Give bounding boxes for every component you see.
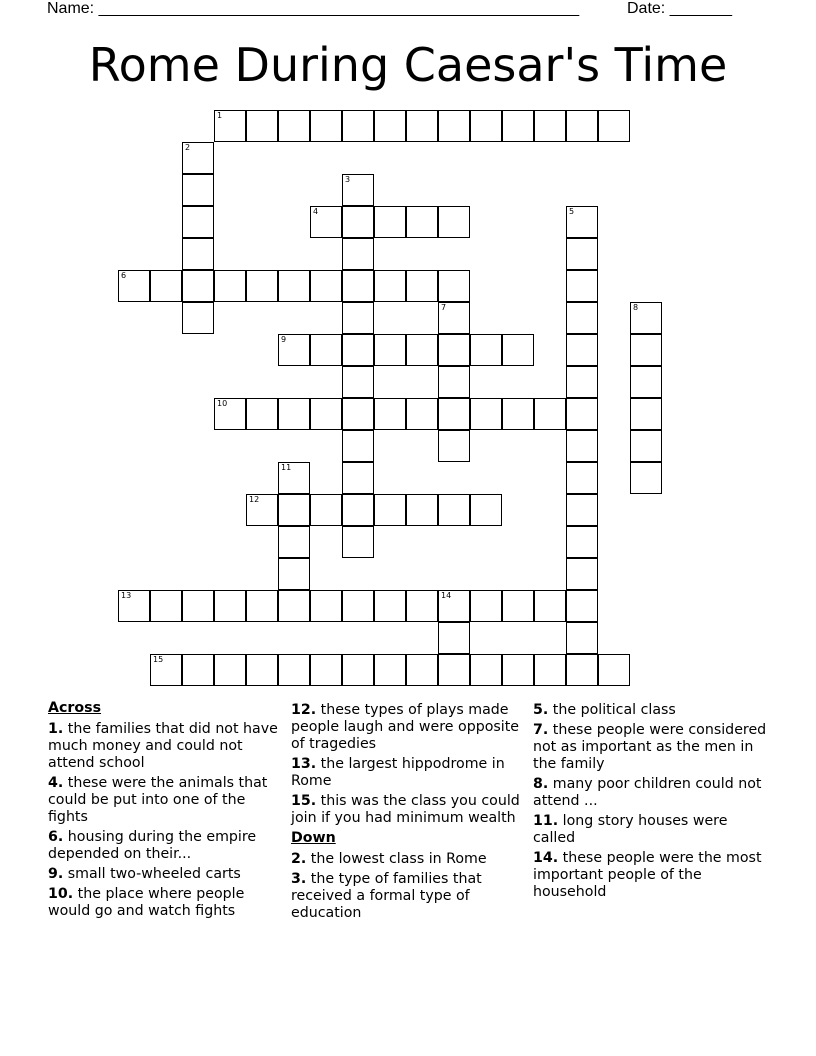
clue-item-text: these people were the most important people of the household — [533, 850, 762, 900]
crossword-cell[interactable] — [406, 110, 438, 142]
crossword-cell[interactable] — [182, 590, 214, 622]
clue-item-number: 2. — [291, 851, 307, 867]
clue-number: 11 — [281, 463, 292, 472]
clue-item — [48, 886, 282, 920]
crossword-cell[interactable] — [438, 206, 470, 238]
crossword-cell[interactable] — [374, 590, 406, 622]
crossword-cell[interactable] — [566, 110, 598, 142]
crossword-cell[interactable] — [342, 302, 374, 334]
crossword-cell[interactable] — [566, 558, 598, 590]
clue-item-text: these types of plays made people laugh and were opposite of tragedies — [291, 702, 520, 752]
clue-item — [291, 756, 525, 790]
clue-item — [48, 829, 282, 863]
crossword-cell[interactable] — [310, 654, 342, 686]
date-field-label: Date: _______ — [627, 0, 732, 17]
clue-item-text: the type of families that received a formal type of education — [291, 871, 482, 921]
crossword-cell[interactable] — [310, 270, 342, 302]
crossword-cell[interactable] — [630, 398, 662, 430]
clue-item-text: the place where people would go and watch fights — [48, 886, 245, 919]
crossword-cell[interactable] — [438, 302, 470, 334]
crossword-cell[interactable] — [150, 590, 182, 622]
crossword-cell[interactable] — [534, 110, 566, 142]
clue-item-text: these were the animals that could be put into one of the fights — [48, 775, 268, 825]
clue-item — [533, 722, 767, 773]
crossword-cell[interactable] — [438, 622, 470, 654]
clue-item-text: this was the class you could join if you had minimum wealth — [291, 793, 520, 826]
clue-item-text: the families that did not have much money and could not attend school — [48, 721, 278, 771]
clue-number: 6 — [121, 271, 127, 280]
crossword-cell[interactable] — [502, 398, 534, 430]
crossword-cell[interactable] — [438, 430, 470, 462]
clue-number: 1 — [217, 111, 223, 120]
crossword-cell[interactable] — [566, 206, 598, 238]
across-heading: Across — [48, 700, 102, 716]
page-title: Rome During Caesar's Time — [88, 38, 728, 92]
crossword-cell[interactable] — [566, 462, 598, 494]
crossword-cell[interactable] — [630, 302, 662, 334]
crossword-cell[interactable] — [374, 206, 406, 238]
clue-number: 3 — [345, 175, 351, 184]
crossword-cell[interactable] — [502, 334, 534, 366]
crossword-cell[interactable] — [534, 654, 566, 686]
crossword-cell[interactable] — [502, 110, 534, 142]
clue-item — [291, 871, 525, 922]
crossword-cell[interactable] — [182, 654, 214, 686]
clue-number: 2 — [185, 143, 191, 152]
clue-item — [48, 775, 282, 826]
clue-number: 9 — [281, 335, 287, 344]
crossword-cell[interactable] — [342, 334, 374, 366]
clue-number: 7 — [441, 303, 447, 312]
clue-number: 15 — [153, 655, 164, 664]
crossword-cell[interactable] — [342, 398, 374, 430]
crossword-cell[interactable] — [342, 590, 374, 622]
crossword-cell[interactable] — [246, 590, 278, 622]
crossword-cell[interactable] — [342, 430, 374, 462]
crossword-cell[interactable] — [406, 494, 438, 526]
crossword-cell[interactable] — [214, 270, 246, 302]
crossword-cell[interactable] — [406, 334, 438, 366]
crossword-cell[interactable] — [438, 398, 470, 430]
crossword-cell[interactable] — [470, 590, 502, 622]
clue-item-number: 13. — [291, 756, 317, 772]
down-heading: Down — [291, 830, 336, 846]
clue-item-number: 11. — [533, 813, 559, 829]
crossword-cell[interactable] — [278, 270, 310, 302]
crossword-cell[interactable] — [470, 494, 502, 526]
crossword-cell[interactable] — [278, 494, 310, 526]
crossword-cell[interactable] — [566, 622, 598, 654]
crossword-cell[interactable] — [438, 366, 470, 398]
crossword-cell[interactable] — [278, 334, 310, 366]
clue-item-number: 14. — [533, 850, 559, 866]
crossword-cell[interactable] — [342, 494, 374, 526]
crossword-cell[interactable] — [182, 302, 214, 334]
crossword-cell[interactable] — [470, 398, 502, 430]
crossword-cell[interactable] — [566, 238, 598, 270]
clue-item-text: these people were considered not as important as the men in the family — [533, 722, 767, 772]
crossword-cell[interactable] — [310, 590, 342, 622]
clue-item — [533, 776, 767, 810]
crossword-cell[interactable] — [374, 494, 406, 526]
clue-item — [291, 793, 525, 827]
crossword-cell[interactable] — [502, 590, 534, 622]
crossword-cell[interactable] — [470, 334, 502, 366]
crossword-cell[interactable] — [406, 206, 438, 238]
crossword-cell[interactable] — [406, 398, 438, 430]
clue-item-number: 4. — [48, 775, 64, 791]
crossword-cell[interactable] — [566, 334, 598, 366]
crossword-cell[interactable] — [182, 174, 214, 206]
crossword-cell[interactable] — [534, 398, 566, 430]
clues-column-1 — [48, 700, 282, 923]
crossword-cell[interactable] — [438, 494, 470, 526]
crossword-cell[interactable] — [342, 654, 374, 686]
crossword-cell[interactable] — [406, 270, 438, 302]
crossword-cell[interactable] — [566, 430, 598, 462]
crossword-cell[interactable] — [374, 654, 406, 686]
clue-item-number: 10. — [48, 886, 74, 902]
crossword-cell[interactable] — [310, 398, 342, 430]
crossword-cell[interactable] — [598, 110, 630, 142]
crossword-cell[interactable] — [470, 110, 502, 142]
crossword-cell[interactable] — [406, 654, 438, 686]
crossword-cell[interactable] — [406, 590, 438, 622]
clue-item-text: long story houses were called — [533, 813, 728, 846]
crossword-cell[interactable] — [246, 654, 278, 686]
crossword-cell[interactable] — [470, 654, 502, 686]
crossword-cell[interactable] — [438, 654, 470, 686]
crossword-cell[interactable] — [342, 238, 374, 270]
crossword-cell[interactable] — [630, 430, 662, 462]
crossword-cell[interactable] — [438, 334, 470, 366]
clue-item-number: 7. — [533, 722, 549, 738]
crossword-cell[interactable] — [374, 110, 406, 142]
crossword-cell[interactable] — [342, 270, 374, 302]
crossword-cell[interactable] — [630, 462, 662, 494]
crossword-cell[interactable] — [214, 590, 246, 622]
crossword-cell[interactable] — [342, 526, 374, 558]
crossword-cell[interactable] — [182, 238, 214, 270]
crossword-cell[interactable] — [438, 270, 470, 302]
crossword-cell[interactable] — [566, 398, 598, 430]
crossword-cell[interactable] — [278, 590, 310, 622]
clue-item-text: the lowest class in Rome — [306, 851, 487, 867]
crossword-cell[interactable] — [566, 302, 598, 334]
clues-column-2 — [291, 700, 525, 925]
crossword-cell[interactable] — [182, 206, 214, 238]
clue-item — [533, 702, 767, 719]
clue-number: 10 — [217, 399, 228, 408]
crossword-cell[interactable] — [534, 590, 566, 622]
crossword-cell[interactable] — [438, 110, 470, 142]
clue-item — [291, 702, 525, 753]
clue-item-text: housing during the empire depended on their... — [48, 829, 257, 862]
clue-item-number: 5. — [533, 702, 549, 718]
clue-item — [48, 866, 282, 883]
crossword-cell[interactable] — [310, 206, 342, 238]
crossword-cell[interactable] — [214, 398, 246, 430]
crossword-cell[interactable] — [310, 334, 342, 366]
clues-column-3 — [533, 700, 767, 904]
crossword-cell[interactable] — [150, 654, 182, 686]
crossword-cell[interactable] — [182, 270, 214, 302]
crossword-cell[interactable] — [118, 590, 150, 622]
clue-item-text: the political class — [548, 702, 676, 718]
crossword-cell[interactable] — [566, 270, 598, 302]
crossword-cell[interactable] — [246, 494, 278, 526]
clue-number: 14 — [441, 591, 452, 600]
crossword-cell[interactable] — [502, 654, 534, 686]
crossword-cell[interactable] — [342, 366, 374, 398]
crossword-cell[interactable] — [278, 654, 310, 686]
clue-number: 12 — [249, 495, 260, 504]
crossword-cell[interactable] — [342, 206, 374, 238]
crossword-cell[interactable] — [214, 110, 246, 142]
crossword-cell[interactable] — [342, 462, 374, 494]
crossword-cell[interactable] — [246, 270, 278, 302]
crossword-cell[interactable] — [566, 590, 598, 622]
crossword-cell[interactable] — [278, 558, 310, 590]
crossword-cell[interactable] — [278, 110, 310, 142]
crossword-cell[interactable] — [374, 398, 406, 430]
crossword-cell[interactable] — [278, 462, 310, 494]
clue-number: 13 — [121, 591, 132, 600]
clue-number: 5 — [569, 207, 575, 216]
clue-item-number: 1. — [48, 721, 64, 737]
clue-number: 4 — [313, 207, 319, 216]
clue-item-number: 12. — [291, 702, 317, 718]
clue-item-number: 15. — [291, 793, 317, 809]
crossword-cell[interactable] — [150, 270, 182, 302]
crossword-cell[interactable] — [598, 654, 630, 686]
crossword-cell[interactable] — [374, 334, 406, 366]
clue-item — [291, 851, 525, 868]
crossword-cell[interactable] — [246, 398, 278, 430]
clue-item-number: 9. — [48, 866, 64, 882]
clue-item — [48, 721, 282, 772]
crossword-cell[interactable] — [310, 110, 342, 142]
crossword-cell[interactable] — [278, 526, 310, 558]
crossword-cell[interactable] — [342, 174, 374, 206]
crossword-cell[interactable] — [214, 654, 246, 686]
clue-item-number: 6. — [48, 829, 64, 845]
crossword-cell[interactable] — [118, 270, 150, 302]
crossword-cell[interactable] — [630, 366, 662, 398]
crossword-cell[interactable] — [630, 334, 662, 366]
clue-item — [533, 813, 767, 847]
clue-item-number: 3. — [291, 871, 307, 887]
clue-item-text: many poor children could not attend ... — [533, 776, 762, 809]
clue-number: 8 — [633, 303, 639, 312]
clue-item — [533, 850, 767, 901]
crossword-cell[interactable] — [374, 270, 406, 302]
crossword-cell[interactable] — [246, 110, 278, 142]
crossword-cell[interactable] — [566, 366, 598, 398]
name-field-label: Name: ______________________________________________________ — [47, 0, 580, 17]
crossword-cell[interactable] — [438, 590, 470, 622]
crossword-cell[interactable] — [566, 494, 598, 526]
crossword-cell[interactable] — [310, 494, 342, 526]
clue-item-number: 8. — [533, 776, 549, 792]
crossword-cell[interactable] — [566, 526, 598, 558]
crossword-cell[interactable] — [182, 142, 214, 174]
crossword-cell[interactable] — [566, 654, 598, 686]
clue-item-text: small two-wheeled carts — [63, 866, 241, 882]
crossword-cell[interactable] — [342, 110, 374, 142]
crossword-cell[interactable] — [278, 398, 310, 430]
clue-item-text: the largest hippodrome in Rome — [291, 756, 505, 789]
